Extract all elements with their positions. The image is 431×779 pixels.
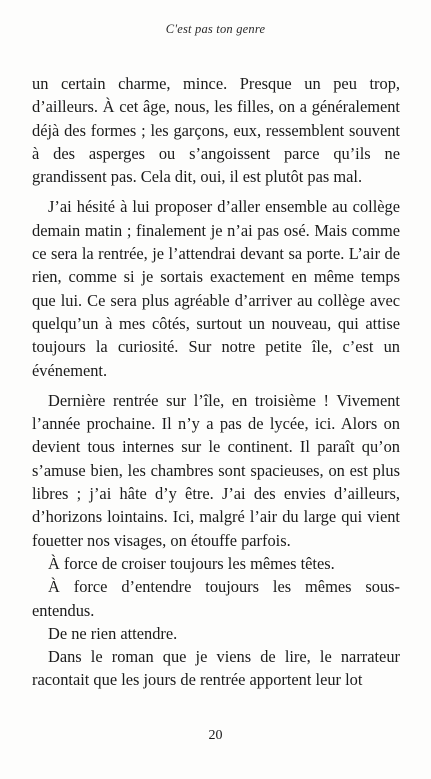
body-text	[32, 72, 400, 692]
paragraph-7: Dans le roman que je viens de lire, le narrateur racontait que les jours de rentrée apportent leur lot	[32, 647, 400, 690]
paragraph-6: De ne rien attendre.	[48, 623, 178, 643]
page-number: 20	[208, 728, 223, 743]
paragraph-5: À force d’entendre toujours les mêmes sous-entendus.	[32, 577, 400, 620]
running-head: C'est pas ton genre	[165, 22, 266, 36]
paragraph-2: J’ai hésité à lui proposer d’aller ensemble au collège demain matin ; finalement je n’ai pas osé. Mais comme ce sera la rentrée, je l’attendrai devant sa porte. L’air de rien, comme si je sortais exactement en même temps que lui. Ce sera plus agréable d’arriver au collège avec quelqu’un à mes côtés, surtout un nouveau, qui attise toujours la curiosité. Sur notre petite île, c’est un événement.	[32, 197, 400, 380]
paragraph-1: un certain charme, mince. Presque un peu trop, d’ailleurs. À cet âge, nous, les filles, on a généralement déjà des formes ; les garçons, eux, ressemblent souvent à des asperges ou s’angoissent parce qu’ils ne grandissent pas. Cela dit, oui, il est plutôt pas mal.	[32, 74, 400, 187]
paragraph-3: Dernière rentrée sur l’île, en troisième ! Vivement l’année prochaine. Il n’y a pas de lycée, ici. Alors on devient tous internes sur le continent. Il paraît qu’on s’amuse bien, les chambres sont spacieuses, on est plus libres ; j’ai hâte d’y être. J’ai des envies d’ailleurs, d’horizons lointains. Ici, malgré l’air du large qui vient fouetter nos visages, on étouffe parfois.	[32, 390, 400, 550]
paragraph-4: À force de croiser toujours les mêmes têtes.	[48, 553, 335, 573]
